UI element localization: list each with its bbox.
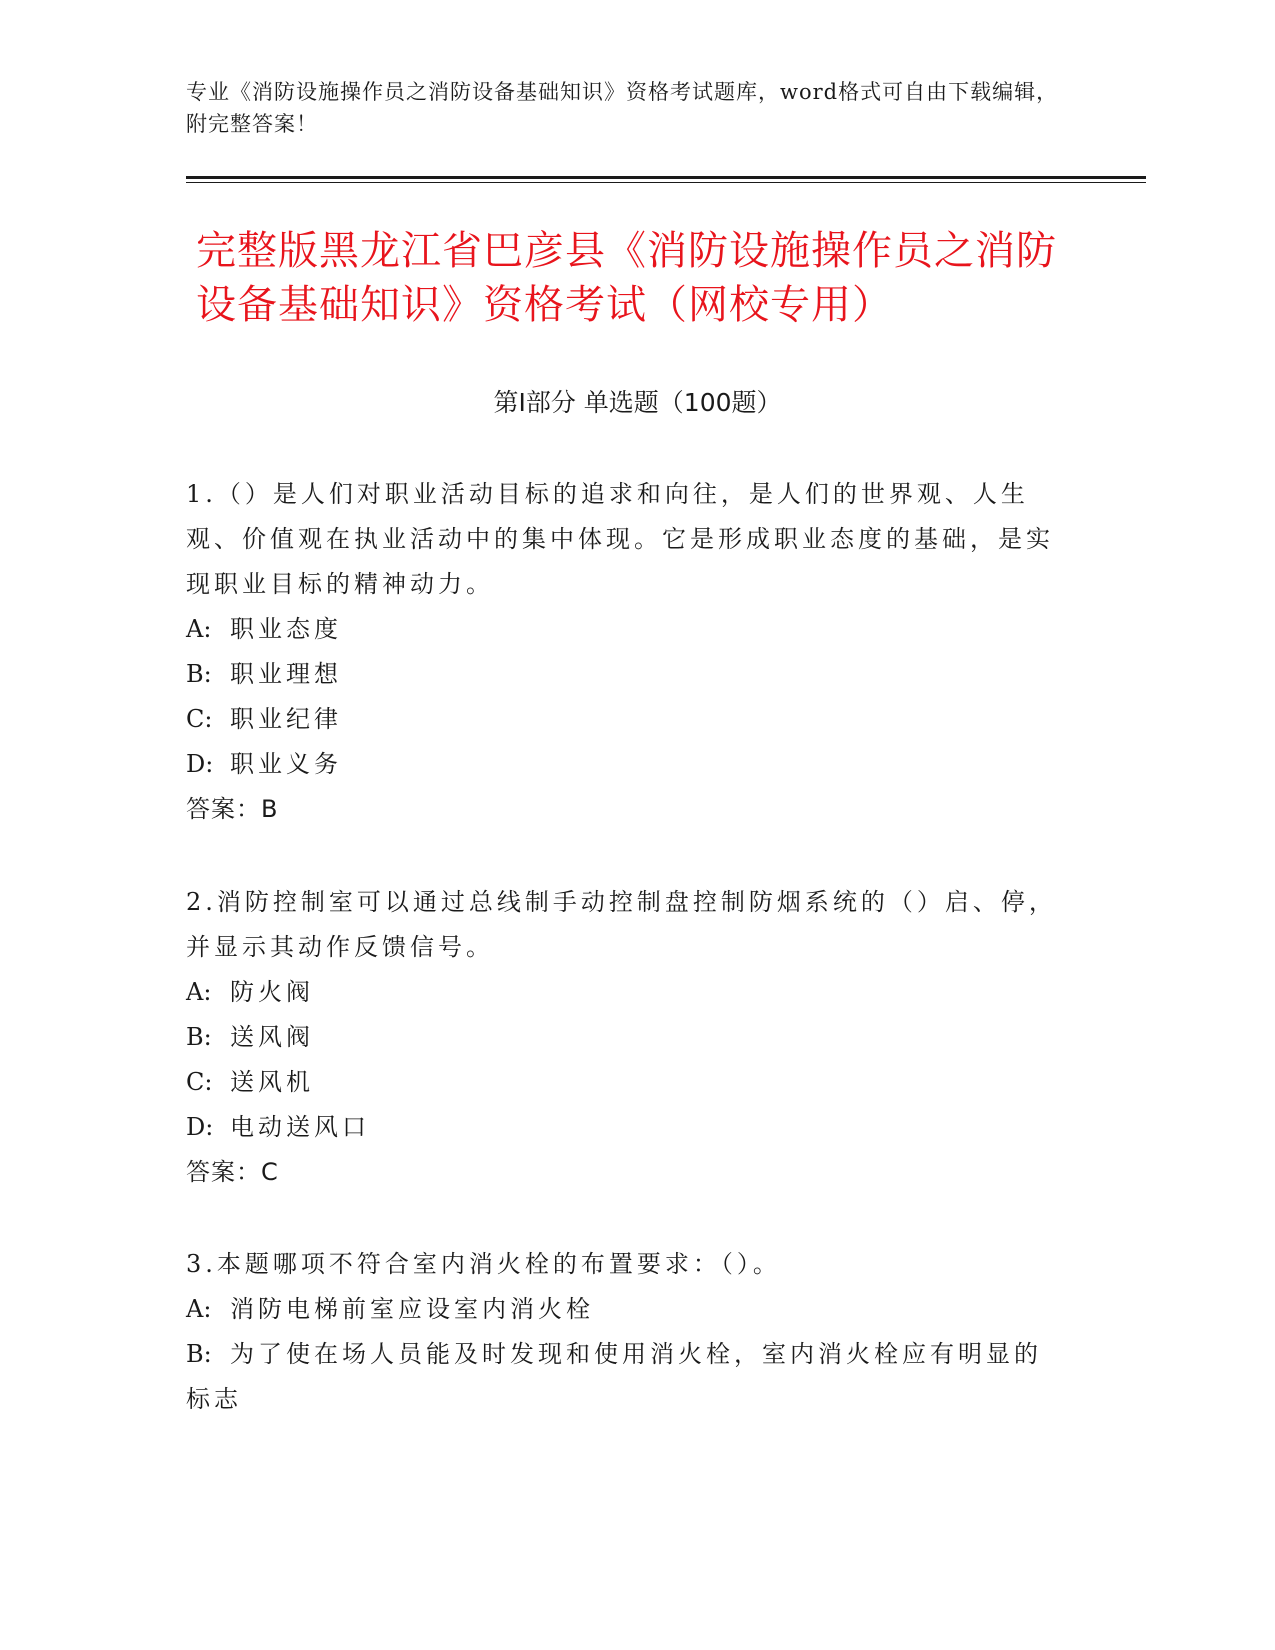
option-letter: B: xyxy=(186,1340,212,1368)
option-letter: C: xyxy=(186,1068,213,1096)
option-text: 职业理想 xyxy=(230,660,342,688)
option-text: 职业态度 xyxy=(230,615,342,643)
option-c xyxy=(186,1060,1066,1105)
question-stem: 3.本题哪项不符合室内消火栓的布置要求：（）。 xyxy=(186,1250,781,1278)
option-b xyxy=(186,1015,1066,1060)
option-letter: A: xyxy=(186,978,212,1006)
option-letter: B: xyxy=(186,660,212,688)
document-title: 完整版黑龙江省巴彦县《消防设施操作员之消防设备基础知识》资格考试（网校专用） xyxy=(196,228,1057,328)
question-block xyxy=(186,472,1066,832)
question-stem: 1.（）是人们对职业活动目标的追求和向往，是人们的世界观、人生观、价值观在执业活动中的集中体现。它是形成职业态度的基础，是实现职业目标的精神动力。 xyxy=(186,480,1054,598)
option-text: 防火阀 xyxy=(230,978,314,1006)
option-text: 消防电梯前室应设室内消火栓 xyxy=(230,1295,594,1323)
option-a xyxy=(186,1287,1066,1332)
question-block xyxy=(186,1242,1066,1422)
option-letter: D: xyxy=(186,750,214,778)
option-text: 职业纪律 xyxy=(230,705,342,733)
section-title: 第Ⅰ部分 单选题（100题） xyxy=(493,388,782,417)
option-letter: D: xyxy=(186,1113,214,1141)
option-text: 为了使在场人员能及时发现和使用消火栓，室内消火栓应有明显的标志 xyxy=(186,1340,1042,1413)
question-stem: 2.消防控制室可以通过总线制手动控制盘控制防烟系统的（）启、停，并显示其动作反馈信号。 xyxy=(186,888,1057,961)
header-rule-thin xyxy=(186,182,1146,183)
answer-line: 答案：C xyxy=(186,1158,279,1186)
option-b xyxy=(186,652,1066,697)
header-rule-thick xyxy=(186,176,1146,179)
option-text: 送风机 xyxy=(230,1068,314,1096)
option-a xyxy=(186,970,1066,1015)
option-d xyxy=(186,742,1066,787)
option-b xyxy=(186,1332,1066,1422)
header-note: 专业《消防设施操作员之消防设备基础知识》资格考试题库，word格式可自由下载编辑，附完整答案！ xyxy=(186,80,1059,136)
option-text: 电动送风口 xyxy=(230,1113,370,1141)
option-d xyxy=(186,1105,1066,1150)
option-c xyxy=(186,697,1066,742)
option-a xyxy=(186,607,1066,652)
option-letter: A: xyxy=(186,1295,212,1323)
option-letter: B: xyxy=(186,1023,212,1051)
option-letter: C: xyxy=(186,705,213,733)
option-text: 职业义务 xyxy=(230,750,342,778)
option-text: 送风阀 xyxy=(230,1023,314,1051)
option-letter: A: xyxy=(186,615,212,643)
question-block xyxy=(186,880,1066,1195)
answer-line: 答案：B xyxy=(186,795,279,823)
